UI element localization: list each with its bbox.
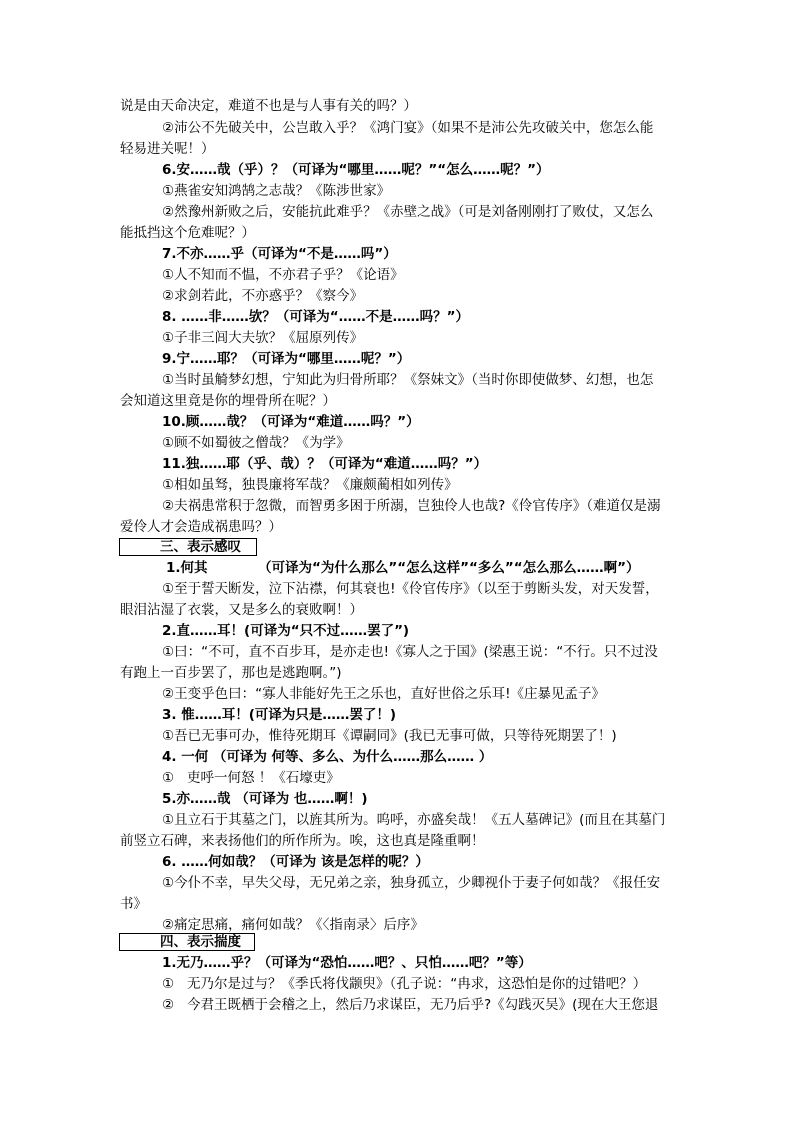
text-line: ①且立石于其墓之门，以旌其所为。呜呼，亦盛矣哉！《五人墓碑记》(而且在其墓门 bbox=[162, 812, 666, 828]
section-heading: 11.独……耶（乎、哉）？（可译为“难道……吗？”） bbox=[162, 456, 488, 472]
section-heading: 8. ……非……欤？（可译为“……不是……吗？”） bbox=[162, 309, 469, 325]
section-heading: 6.安……哉（乎）？（可译为“哪里……呢？”“怎么……呢？”） bbox=[162, 162, 550, 178]
section-heading: 4. 一何 （可译为 何等、多么、为什么……那么…… ） bbox=[162, 749, 493, 765]
text-line: ① 吏呼一何怒 ！《石壕吏》 bbox=[162, 770, 340, 786]
section-heading: 9.宁……耶？（可译为“哪里……呢？”） bbox=[162, 351, 411, 367]
section-heading: 2.直……耳！(可译为“只不过……罢了”) bbox=[162, 623, 410, 639]
text-line: ②求剑若此，不亦惑乎？《察今》 bbox=[162, 288, 364, 304]
text-line: ①燕雀安知鸿鹄之志哉？《陈涉世家》 bbox=[162, 183, 391, 199]
section-header-label: 三、表示感叹 bbox=[160, 539, 241, 555]
section-heading: 1.无乃……乎？（可译为“恐怕……吧？、只怕……吧？”等） bbox=[162, 955, 532, 971]
text-line: ② 今君王既栖于会稽之上，然后乃求谋臣，无乃后乎?《勾践灭吴》(现在大王您退 bbox=[162, 997, 659, 1013]
text-line: 能抵挡这个危难呢？） bbox=[120, 225, 255, 241]
text-line: ②沛公不先破关中，公岂敢入乎？《鸿门宴》（如果不是沛公先攻破关中，您怎么能 bbox=[162, 120, 654, 136]
section-heading: 1.何其 bbox=[166, 560, 208, 576]
section-heading: 5.亦……哉 （可译为 也……啊！) bbox=[162, 791, 368, 807]
text-line: ①曰：“不可，直不百步耳，是亦走也!《寡人之于国》(梁惠王说：“不行。只不过没 bbox=[162, 644, 658, 660]
text-line: ①今仆不幸，早失父母，无兄弟之亲，独身孤立，少卿视仆于妻子何如哉？《报任安 bbox=[162, 875, 661, 891]
text-line: ①子非三闾大夫欤？《屈原列传》 bbox=[162, 330, 364, 346]
text-line: ②王变乎色曰：“寡人非能好先王之乐也，直好世俗之乐耳!《庄暴见孟子》 bbox=[162, 686, 606, 702]
text-line: 书》 bbox=[120, 896, 147, 912]
text-line: 说是由天命决定，难道不也是与人事有关的吗？） bbox=[120, 98, 417, 114]
section-heading: 3. 惟……耳！(可译为只是……罢了！) bbox=[162, 707, 397, 723]
text-line: ②然豫州新败之后，安能抗此难乎？《赤壁之战》（可是刘备刚刚打了败仗，又怎么 bbox=[162, 204, 654, 220]
text-line: ①当时虽觭梦幻想，宁知此为归骨所耶？《祭妹文》（当时你即使做梦、幻想，也怎 bbox=[162, 372, 654, 388]
text-line: 前竖立石碑，来表扬他们的所作所为。唉，这也真是隆重啊！ bbox=[120, 833, 485, 849]
section-heading: 6. ……何如哉？（可译为 该是怎样的呢？） bbox=[162, 854, 429, 870]
section-heading: （可译为“为什么那么”“怎么这样”“多么”“怎么那么……啊”） bbox=[258, 560, 640, 576]
section-heading: 7.不亦……乎（可译为“不是……吗”） bbox=[162, 246, 397, 262]
text-line: ②痛定思痛，痛何如哉？《〈指南录〉后序》 bbox=[162, 917, 424, 933]
text-line: ②夫祸患常积于忽微，而智勇多困于所溺，岂独伶人也哉?《伶官传序》（难道仅是溺 bbox=[162, 498, 661, 514]
text-line: 会知道这里竟是你的埋骨所在呢？） bbox=[120, 393, 336, 409]
text-line: ①吾已无事可办，惟待死期耳《谭嗣同》(我已无事可做，只等待死期罢了！) bbox=[162, 728, 617, 744]
section-header-box bbox=[119, 538, 257, 556]
section-header-label: 四、表示揣度 bbox=[160, 934, 241, 950]
text-line: 爱伶人才会造成祸患吗？） bbox=[120, 519, 282, 535]
section-heading: 10.顾……哉？（可译为“难道……吗？”） bbox=[162, 414, 420, 430]
section-header-box bbox=[119, 933, 255, 951]
text-line: ①人不知而不愠，不亦君子乎？《论语》 bbox=[162, 267, 404, 283]
text-line: ① 无乃尔是过与？《季氏将伐颛臾》（孔子说：“冉求，这恐怕是你的过错吧？） bbox=[162, 976, 647, 992]
text-line: 有跑上一百步罢了，那也是逃跑啊。”) bbox=[120, 665, 342, 681]
text-line: ①相如虽驽，独畏廉将军哉？《廉颇蔺相如列传》 bbox=[162, 477, 458, 493]
text-line: ①至于誓天断发，泣下沾襟，何其衰也!《伶官传序》（以至于剪断头发，对天发誓， bbox=[162, 581, 659, 597]
text-line: ①顾不如蜀彼之僧哉？《为学》 bbox=[162, 435, 350, 451]
text-line: 轻易进关呢！） bbox=[120, 141, 215, 157]
text-line: 眼泪沾湿了衣裳，又是多么的衰败啊！） bbox=[120, 602, 363, 618]
